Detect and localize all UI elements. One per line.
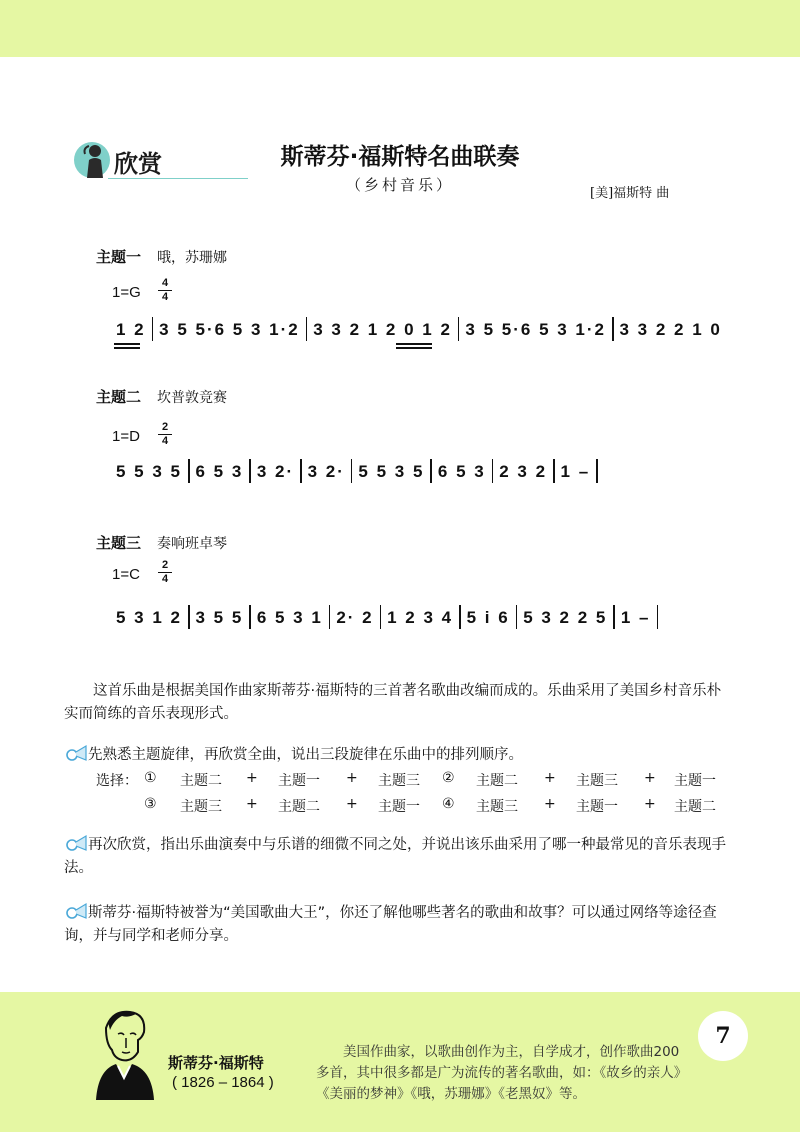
choice-item: 主题一 [378,799,420,815]
theme-3-measure: 5 3 1 2 [116,608,182,627]
theme-1-meter [158,278,172,303]
theme-3-label: 主题三 [96,534,142,552]
theme-1-measure: 1 2 [116,320,146,339]
theme-1-label: 主题一 [96,248,142,266]
theme-3-meter-top: 2 [161,559,169,571]
horn-icon [64,902,88,920]
theme-2-score [110,462,598,483]
theme-3-measure: 2· 2 [336,608,374,627]
theme-2-measure: 5 5 3 5 [358,462,425,481]
question-1-text: 先熟悉主题旋律，再欣赏全曲，说出三段旋律在乐曲中的排列顺序。 [88,747,523,763]
plus-sign: + [346,770,358,786]
theme-1-score [110,320,728,341]
theme-3-score [110,608,658,629]
beam-line [396,347,432,349]
theme-2-meter [158,422,172,447]
choices-label: 选择： [96,773,138,789]
theme-1-measure: 3 3 2 1 2 0 1 2 [313,320,452,339]
theme-1-heading [96,246,227,267]
theme-2-measure: 6 5 3 [195,462,244,481]
choice-item: 主题三 [180,799,222,815]
beam-line [396,343,432,345]
badge-label: 欣赏 [114,149,162,178]
choice-item: 主题三 [476,799,518,815]
bio-years: ( 1826 – 1864 ) [172,1074,274,1091]
theme-2-measure: 6 5 3 [437,462,486,481]
theme-2-label: 主题二 [96,388,142,406]
beam-line [114,347,140,349]
theme-2-song: 坎普敦竞赛 [157,390,228,406]
beam-line [114,343,140,345]
section-badge [74,140,179,182]
theme-3-heading [96,532,227,553]
theme-1-meter-top: 4 [161,277,169,289]
choice-item: 主题一 [278,773,320,789]
choice-mark: ④ [442,796,455,812]
theme-2-measure: 3 2· [307,462,345,481]
plus-sign: + [246,770,258,786]
listener-icon [83,144,107,178]
plus-sign: + [346,796,358,812]
composer-credit: [美]福斯特 曲 [590,186,670,201]
question-3-text: 斯蒂芬·福斯特被誉为“美国歌曲大王”，你还了解他哪些著名的歌曲和故事？可以通过网络等途径查询，并与同学和老师分享。 [64,905,717,944]
choice-item: 主题一 [576,799,618,815]
theme-1-meter-bottom: 4 [161,291,169,303]
theme-2-measure: 1 – [560,462,591,481]
horn-icon [64,744,88,762]
theme-2-heading [96,386,227,407]
theme-2-measure: 2 3 2 [499,462,548,481]
page-subtitle: （乡村音乐） [345,176,454,194]
theme-2-meter-bottom: 4 [161,435,169,447]
top-color-band [0,0,800,57]
question-2-text: 再次欣赏，指出乐曲演奏中与乐谱的细微不同之处，并说出该乐曲采用了哪一种最常见的音乐表现手法。 [64,837,726,876]
page-number: 7 [698,1011,748,1061]
theme-3-meter [158,560,172,585]
choice-mark: ① [144,770,157,786]
plus-sign: + [644,796,656,812]
plus-sign: + [544,796,556,812]
choice-item: 主题二 [180,773,222,789]
question-3 [64,902,734,948]
question-1 [64,744,734,767]
theme-1-measure: 3 3 2 2 1 0 [619,320,722,339]
choice-item: 主题三 [378,773,420,789]
theme-3-measure: 6 5 3 1 [256,608,323,627]
theme-3-measure: 1 – [620,608,651,627]
theme-3-key: 1=C [112,566,140,583]
choice-item: 主题二 [278,799,320,815]
theme-3-measure: 5 i 6 [466,608,510,627]
plus-sign: + [544,770,556,786]
theme-3-measure: 5 3 2 2 5 [523,608,608,627]
theme-3-measure: 1 2 3 4 [387,608,454,627]
theme-1-song: 哦，苏珊娜 [157,250,228,266]
plus-sign: + [644,770,656,786]
question-2 [64,834,734,880]
choice-mark: ③ [144,796,157,812]
description-paragraph: 这首乐曲是根据美国作曲家斯蒂芬·福斯特的三首著名歌曲改编而成的。乐曲采用了美国乡村音乐朴实而简练的音乐表现形式。 [64,683,722,722]
choice-item: 主题一 [674,773,716,789]
theme-2-meter-top: 2 [161,421,169,433]
bio-name: 斯蒂芬·福斯特 [168,1054,264,1072]
theme-1-key: 1=G [112,284,141,301]
choice-item: 主题二 [674,799,716,815]
bio-text: 美国作曲家，以歌曲创作为主，自学成才，创作歌曲200多首，其中很多都是广为流传的著名歌曲，如：《故乡的亲人》《美丽的梦神》《哦，苏珊娜》《老黑奴》等。 [316,1044,688,1102]
theme-3-song: 奏响班卓琴 [157,536,228,552]
choice-mark: ② [442,770,455,786]
theme-1-measure: 3 5 5·6 5 3 1·2 [465,320,606,339]
theme-1-measure: 3 5 5·6 5 3 1·2 [159,320,300,339]
choice-item: 主题三 [576,773,618,789]
theme-2-key: 1=D [112,428,140,445]
theme-2-measure: 5 5 3 5 [116,462,182,481]
plus-sign: + [246,796,258,812]
choice-item: 主题二 [476,773,518,789]
theme-3-meter-bottom: 4 [161,573,169,585]
composer-portrait [92,1008,158,1100]
theme-2-measure: 3 2· [256,462,295,481]
horn-icon [64,834,88,852]
page-title: 斯蒂芬·福斯特名曲联奏 [280,144,520,170]
theme-3-measure: 3 5 5 [195,608,244,627]
